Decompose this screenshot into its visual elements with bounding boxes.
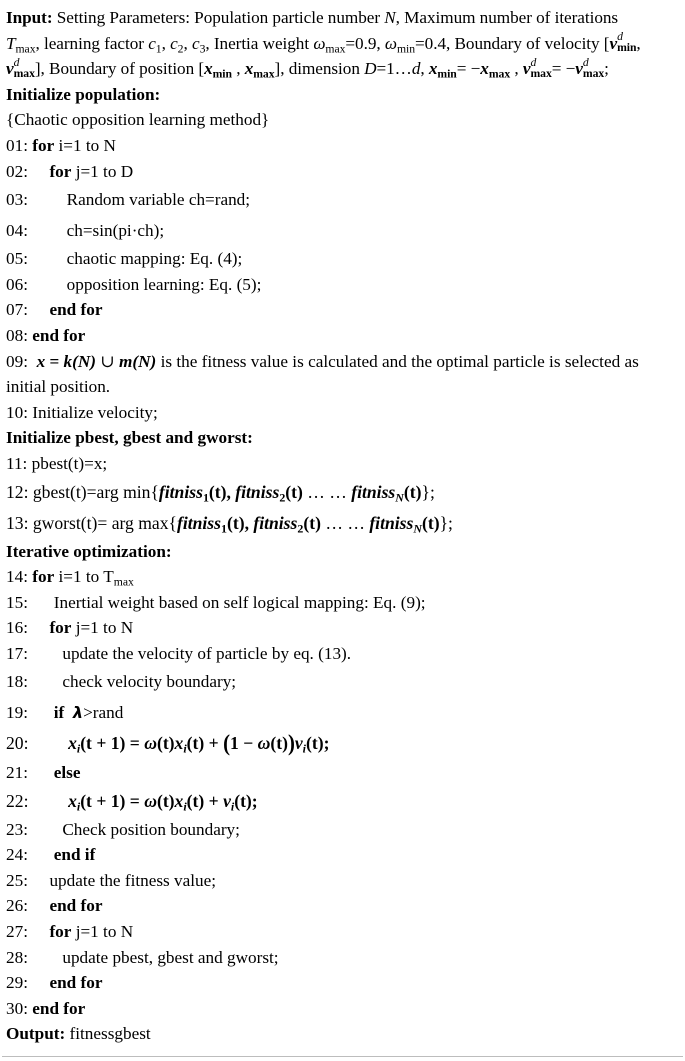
step-text-19: >rand: [83, 703, 124, 723]
step-line-21: [6, 760, 679, 786]
step-line-14: [6, 564, 679, 590]
step-line-08: [6, 323, 679, 349]
symbol-v-22-sub: i: [230, 799, 235, 814]
symbol-omega-20b: ω: [257, 733, 271, 754]
step-13-sep: ,: [244, 512, 254, 533]
step-line-15: [6, 590, 679, 616]
step-text-03: Random variable ch=rand;: [66, 190, 251, 210]
step-line-11: [6, 451, 679, 477]
symbol-v-min-d: v: [609, 33, 618, 53]
step-13-ellipsis: … …: [320, 512, 370, 533]
input-line-3-text-a: ], Boundary of position [: [34, 59, 205, 79]
step-line-06: [6, 272, 679, 298]
symbol-x-max-1-sub: max: [253, 67, 275, 81]
symbol-lambda: λ: [72, 703, 84, 723]
symbol-omega-max: ω: [313, 33, 326, 53]
step-keyword-01: for: [32, 135, 55, 155]
symbol-fitniss-1b-sub: 1: [221, 520, 227, 535]
step-number-18: 18:: [6, 672, 28, 692]
symbol-v-22: v: [223, 790, 231, 811]
symbol-fitniss-1: fitniss: [158, 481, 203, 502]
step-14-sub: max: [113, 575, 134, 589]
step-text-04: ch=sin(pi·ch);: [66, 221, 165, 241]
symbol-c3: c: [191, 33, 200, 53]
section-initialize-population: Initialize population:: [6, 84, 161, 104]
input-line-2: [6, 31, 679, 57]
step-number-21: 21:: [6, 763, 28, 783]
step-line-19: [6, 697, 679, 728]
symbol-omega-max-sub: max: [325, 41, 346, 55]
step-number-02: 02:: [6, 161, 28, 181]
step-22-wt: (t): [156, 790, 175, 811]
step-number-01: 01:: [6, 135, 28, 155]
step-line-17: [6, 641, 679, 667]
step-22-mid: (t) +: [186, 790, 224, 811]
symbol-v-max-d-2: v: [522, 59, 531, 79]
symbol-omega-22: ω: [144, 790, 157, 811]
symbol-fitniss-N: fitniss: [351, 481, 396, 502]
output-line: [6, 1021, 679, 1047]
step-keyword-07: end for: [49, 300, 103, 320]
output-label: Output:: [6, 1024, 66, 1044]
step-number-25: 25:: [6, 870, 28, 890]
step-number-04: 04:: [6, 221, 28, 241]
input-sep-3: ,: [231, 59, 245, 79]
step-line-07: [6, 297, 679, 323]
step-number-17: 17:: [6, 643, 28, 663]
symbol-x-min-1: x: [204, 59, 213, 79]
symbol-d: d: [411, 59, 421, 79]
step-keyword-29: end for: [49, 973, 103, 993]
input-eq-neg-1: = −: [456, 59, 481, 79]
symbol-m-09: m: [119, 351, 133, 371]
symbol-v-min-d-scripts: d min: [617, 30, 637, 55]
step-line-18: [6, 666, 679, 697]
symbol-v-max-d-3-scripts: d max: [582, 55, 605, 80]
step-text-16: j=1 to N: [71, 618, 134, 638]
step-text-27: j=1 to N: [71, 922, 134, 942]
step-number-11: 11:: [6, 453, 28, 473]
step-text-14: i=1 to T: [54, 567, 114, 587]
symbol-x-20: x: [68, 733, 77, 754]
step-number-10: 10:: [6, 402, 28, 422]
symbol-c2: c: [170, 33, 178, 53]
step-12-suffix: };: [421, 481, 435, 502]
step-keyword-16: for: [49, 618, 72, 638]
step-number-14: 14:: [6, 567, 28, 587]
input-line-2-end: ,: [636, 33, 641, 53]
bottom-rule: [2, 1056, 683, 1057]
step-text-11: pbest(t)=x;: [27, 453, 108, 473]
symbol-N: N: [384, 8, 396, 27]
step-number-15: 15:: [6, 592, 28, 612]
step-text-18: check velocity boundary;: [62, 672, 237, 692]
symbol-T-sub: max: [15, 41, 36, 55]
symbol-x-min-2-sub: min: [437, 67, 457, 81]
symbol-x-max-2-sub: max: [488, 67, 511, 81]
step-number-24: 24:: [6, 845, 28, 865]
symbol-fitniss-2b-arg: (t): [303, 512, 321, 533]
step-line-03: [6, 184, 679, 215]
step-number-19: 19:: [6, 703, 28, 723]
step-number-08: 08:: [6, 325, 28, 345]
symbol-T: T: [6, 33, 16, 53]
step-keyword-02: for: [49, 161, 72, 181]
symbol-x-22b: x: [174, 790, 184, 811]
symbol-fitniss-2: fitniss: [235, 481, 280, 502]
symbol-D: D: [364, 59, 377, 79]
symbol-omega-min-sub: min: [396, 41, 416, 55]
step-line-27: [6, 919, 679, 945]
symbol-mN-09: (N): [132, 351, 157, 371]
step-number-05: 05:: [6, 249, 28, 269]
step-line-24: [6, 842, 679, 868]
symbol-x-22-sub: i: [76, 799, 81, 814]
step-text-15: Inertial weight based on self logical mapping: Eq. (9);: [53, 592, 426, 612]
step-keyword-26: end for: [49, 896, 103, 916]
step-20-tail: (t);: [306, 733, 330, 754]
input-line-3-end: ;: [604, 59, 609, 79]
step-number-20: 20:: [6, 733, 29, 754]
step-line-09: [6, 349, 679, 375]
symbol-fitniss-1-sub: 1: [202, 489, 209, 504]
symbol-fitniss-N-sub: N: [395, 489, 404, 504]
input-sep-5: ,: [510, 59, 523, 79]
input-sep-4: ,: [420, 59, 429, 79]
step-20-close-paren: ): [287, 731, 295, 757]
step-line-13: [6, 508, 679, 539]
step-text-10: Initialize velocity;: [27, 402, 158, 422]
input-label: Input:: [6, 8, 53, 27]
step-line-28: [6, 945, 679, 971]
symbol-fitniss-2b: fitniss: [253, 512, 298, 533]
step-line-04: [6, 215, 679, 246]
step-20-open-paren: (: [223, 731, 230, 757]
step-22-lhs: (t + 1) =: [80, 790, 145, 811]
step-12-sep: ,: [226, 481, 236, 502]
symbol-x-max-1: x: [244, 59, 254, 79]
output-text: fitnessgbest: [65, 1024, 151, 1044]
step-text-06: opposition learning: Eq. (5);: [66, 274, 262, 294]
symbol-x-22b-sub: i: [183, 799, 187, 814]
symbol-fitniss-2b-sub: 2: [297, 520, 304, 535]
step-text-25: update the fitness value;: [49, 870, 217, 890]
step-09-text: is the fitness value is calculated and the optimal particle is selected as: [156, 351, 639, 371]
step-13-prefix: gworst(t)= arg max{: [28, 512, 177, 533]
symbol-x-min-2: x: [428, 59, 438, 79]
input-omega-max-value: =0.9,: [345, 33, 385, 53]
step-number-30: 30:: [6, 998, 28, 1018]
step-keyword-24: end if: [53, 845, 96, 865]
input-sep-1: ,: [161, 33, 171, 53]
symbol-v-max-d: v: [6, 59, 14, 79]
input-line-3: [6, 56, 679, 82]
symbol-v-20: v: [294, 733, 303, 754]
step-12-ellipsis: … …: [302, 481, 352, 502]
symbol-fitniss-N-arg: (t): [403, 481, 422, 502]
step-line-09-wrap: initial position.: [6, 377, 111, 397]
step-13-suffix: };: [439, 512, 453, 533]
step-20-wt-b: (t): [270, 733, 288, 754]
symbol-k-09: k: [63, 351, 73, 371]
symbol-fitniss-1-arg: (t): [208, 481, 227, 502]
symbol-fitniss-1b-arg: (t): [226, 512, 245, 533]
step-line-29: [6, 970, 679, 996]
symbol-fitniss-Nb: fitniss: [369, 512, 414, 533]
symbol-v-max-d-scripts: d max: [13, 55, 35, 80]
step-line-20: [6, 728, 679, 760]
symbol-v-max-d-2-scripts: d max: [530, 55, 552, 80]
step-keyword-08: end for: [32, 325, 86, 345]
step-text-28: update pbest, gbest and gworst;: [62, 947, 279, 967]
step-22-tail: (t);: [234, 790, 258, 811]
step-09-union: ∪: [96, 351, 120, 371]
step-number-06: 06:: [6, 274, 28, 294]
symbol-x-min-1-sub: min: [212, 67, 232, 81]
step-20-lhs: (t + 1) =: [80, 733, 145, 754]
step-number-29: 29:: [6, 973, 28, 993]
input-line-1-text-a: Setting Parameters: Population particle number: [52, 8, 385, 27]
step-line-02: [6, 159, 679, 185]
input-sep-2: ,: [183, 33, 192, 53]
step-line-12: [6, 477, 679, 508]
input-omega-min-value: =0.4, Boundary of velocity [: [415, 33, 610, 53]
symbol-v-max-d-3: v: [575, 59, 583, 79]
step-text-01: i=1 to N: [54, 135, 116, 155]
step-keyword-19: if: [53, 703, 65, 723]
section-initialize-pbest: Initialize pbest, gbest and gworst:: [6, 428, 253, 448]
chaotic-method-comment: {Chaotic opposition learning method}: [6, 110, 270, 130]
input-line-2-text-b: , Inertia weight: [205, 33, 314, 53]
step-line-01: [6, 133, 679, 159]
step-text-05: chaotic mapping: Eq. (4);: [66, 249, 243, 269]
step-line-22: [6, 786, 679, 817]
step-number-13: 13:: [6, 512, 29, 533]
input-line-2-text-a: , learning factor: [35, 33, 149, 53]
symbol-x-22: x: [68, 790, 77, 811]
step-line-16: [6, 615, 679, 641]
symbol-c1-sub: 1: [155, 41, 162, 55]
symbol-fitniss-Nb-sub: N: [413, 520, 422, 535]
step-20-mid: (t) +: [186, 733, 224, 754]
step-line-26: [6, 893, 679, 919]
step-number-28: 28:: [6, 947, 28, 967]
step-keyword-30: end for: [32, 998, 86, 1018]
step-number-27: 27:: [6, 922, 28, 942]
input-line-1-text-b: , Maximum number of iterations: [395, 8, 619, 27]
input-eq-neg-2: = −: [551, 59, 576, 79]
step-20-wt-a: (t): [156, 733, 175, 754]
symbol-x-20b-sub: i: [183, 741, 187, 756]
input-line-3-text-b: ], dimension: [274, 59, 365, 79]
symbol-fitniss-1b: fitniss: [176, 512, 221, 533]
step-line-30: [6, 996, 679, 1022]
symbol-omega-20a: ω: [144, 733, 157, 754]
symbol-c2-sub: 2: [177, 41, 184, 55]
step-line-25: [6, 868, 679, 894]
step-text-23: Check position boundary;: [62, 819, 240, 839]
symbol-c3-sub: 3: [199, 41, 206, 55]
step-text-02: j=1 to D: [71, 161, 134, 181]
step-number-26: 26:: [6, 896, 28, 916]
symbol-x-max-2: x: [480, 59, 489, 79]
symbol-x-20b: x: [174, 733, 184, 754]
step-number-16: 16:: [6, 618, 28, 638]
symbol-fitniss-Nb-arg: (t): [421, 512, 440, 533]
step-20-one-minus: 1 −: [230, 733, 258, 754]
step-09-equals: =: [45, 351, 64, 371]
symbol-v-20-sub: i: [302, 741, 306, 756]
symbol-omega-min: ω: [384, 33, 397, 53]
step-number-03: 03:: [6, 190, 28, 210]
symbol-fitniss-2-sub: 2: [279, 489, 286, 504]
step-number-12: 12:: [6, 481, 29, 502]
step-keyword-14: for: [32, 567, 55, 587]
symbol-x-09: x: [36, 351, 46, 371]
step-number-22: 22:: [6, 790, 29, 811]
step-number-09: 09:: [6, 351, 28, 371]
input-dimension-value: =1…: [376, 59, 412, 79]
step-number-23: 23:: [6, 819, 28, 839]
step-number-07: 07:: [6, 300, 28, 320]
symbol-fitniss-2-arg: (t): [285, 481, 303, 502]
step-line-23: [6, 817, 679, 843]
input-line-1: [6, 5, 679, 31]
symbol-kN-09: (N): [72, 351, 97, 371]
section-iterative-optimization: Iterative optimization:: [6, 541, 172, 561]
symbol-x-20-sub: i: [76, 741, 81, 756]
step-line-10: [6, 400, 679, 426]
step-keyword-21: else: [53, 763, 81, 783]
step-keyword-27: for: [49, 922, 72, 942]
symbol-c1: c: [148, 33, 156, 53]
step-12-prefix: gbest(t)=arg min{: [28, 481, 159, 502]
step-line-05: [6, 246, 679, 272]
step-text-17: update the velocity of particle by eq. (13).: [62, 643, 352, 663]
